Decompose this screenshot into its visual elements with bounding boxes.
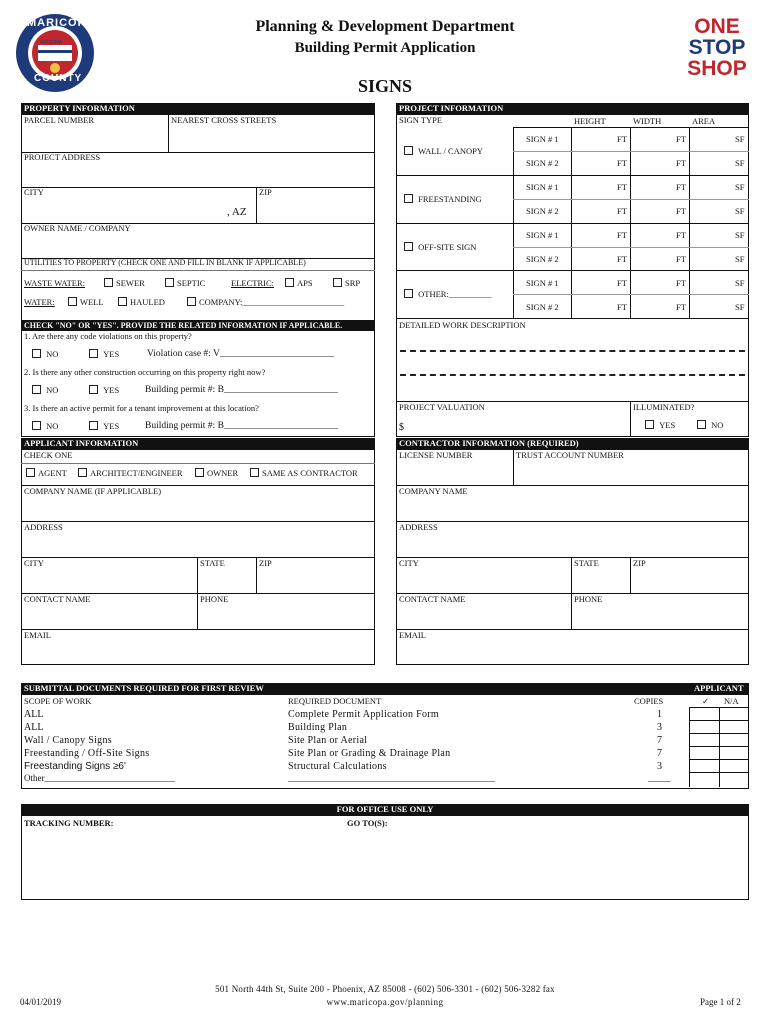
architect-text: ARCHITECT/ENGINEER bbox=[90, 468, 183, 478]
form-type-title: SIGNS bbox=[357, 76, 413, 96]
footer-web[interactable]: www.maricopa.gov/planning bbox=[326, 997, 444, 1007]
agent-checkbox[interactable] bbox=[26, 468, 35, 477]
submittal-doc-1: Complete Permit Application Form bbox=[288, 709, 439, 720]
copies-header: COPIES bbox=[634, 696, 664, 706]
check-one-label: CHECK ONE bbox=[24, 450, 73, 460]
submittal-copies-5: 3 bbox=[657, 761, 662, 772]
form-subtitle: Building Permit Application bbox=[294, 40, 476, 56]
sf-unit[interactable]: SF bbox=[735, 158, 745, 168]
applicant-city-input[interactable] bbox=[22, 570, 196, 592]
submittal-doc-3: Site Plan or Aerial bbox=[288, 735, 368, 746]
srp-checkbox[interactable] bbox=[333, 278, 342, 287]
az-label: , AZ bbox=[227, 206, 247, 218]
illuminated-no-checkbox[interactable] bbox=[697, 420, 706, 429]
ft-unit[interactable]: FT bbox=[617, 158, 627, 168]
q2-yes-option[interactable] bbox=[89, 385, 119, 395]
area-header: AREA bbox=[692, 116, 716, 126]
sign-2-label: SIGN # 2 bbox=[526, 302, 559, 312]
hauled-checkbox[interactable] bbox=[118, 297, 127, 306]
parcel-number-input[interactable] bbox=[22, 126, 168, 152]
contractor-zip-label: ZIP bbox=[633, 558, 646, 568]
q1-yes-text: YES bbox=[103, 349, 120, 359]
submittal-scope-3: Wall / Canopy Signs bbox=[24, 735, 112, 746]
owner-text: OWNER bbox=[207, 468, 239, 478]
footer-page: Page 1 of 2 bbox=[700, 997, 741, 1007]
company-text: COMPANY:________________________ bbox=[199, 297, 345, 307]
ft-unit[interactable]: FT bbox=[676, 182, 686, 192]
owner-input[interactable] bbox=[22, 235, 374, 258]
city-label: CITY bbox=[24, 187, 44, 197]
q3-no-text: NO bbox=[46, 421, 59, 431]
sf-unit[interactable]: SF bbox=[735, 206, 745, 216]
sign-2-label: SIGN # 2 bbox=[526, 158, 559, 168]
srp-option[interactable] bbox=[333, 278, 360, 288]
contractor-company-input[interactable] bbox=[397, 498, 748, 520]
check-header: ✓ bbox=[702, 696, 710, 706]
applicant-state-input[interactable] bbox=[198, 570, 255, 592]
q2-yes-checkbox[interactable] bbox=[89, 385, 98, 394]
owner-label: OWNER NAME / COMPANY bbox=[24, 223, 131, 233]
cross-streets-input[interactable] bbox=[169, 126, 374, 152]
contractor-zip-input[interactable] bbox=[631, 570, 748, 592]
septic-checkbox[interactable] bbox=[165, 278, 174, 287]
ft-unit[interactable]: FT bbox=[617, 182, 627, 192]
trust-account-input[interactable] bbox=[514, 462, 748, 484]
submittal-copies-6[interactable]: _____ bbox=[648, 773, 671, 783]
srp-text: SRP bbox=[345, 278, 361, 288]
logo-text-top: MARICOPA bbox=[27, 17, 95, 29]
sf-unit[interactable]: SF bbox=[735, 230, 745, 240]
applicant-company-input[interactable] bbox=[22, 498, 374, 520]
footer-date: 04/01/2019 bbox=[20, 997, 62, 1007]
submittal-doc-2: Building Plan bbox=[288, 722, 348, 733]
contractor-phone-label: PHONE bbox=[574, 594, 603, 604]
aps-option[interactable] bbox=[285, 278, 313, 288]
ft-unit[interactable]: FT bbox=[617, 134, 627, 144]
q3-no-checkbox[interactable] bbox=[32, 421, 41, 430]
owner-option[interactable] bbox=[195, 468, 238, 478]
architect-option[interactable] bbox=[78, 468, 183, 478]
freestanding-checkbox[interactable] bbox=[404, 194, 413, 203]
q3-yes-text: YES bbox=[103, 421, 120, 431]
illuminated-no-option[interactable] bbox=[697, 420, 723, 430]
property-city-input[interactable] bbox=[22, 199, 222, 222]
valuation-dollar[interactable]: $ bbox=[399, 422, 404, 433]
one-stop-word-3: SHOP bbox=[687, 57, 747, 80]
contractor-address-label: ADDRESS bbox=[399, 522, 438, 532]
logo-text-bottom: COUNTY bbox=[34, 73, 83, 84]
property-bar: PROPERTY INFORMATION bbox=[21, 103, 375, 115]
contractor-address-input[interactable] bbox=[397, 534, 748, 556]
sign-1-label: SIGN # 1 bbox=[526, 278, 559, 288]
submittal-bar: SUBMITTAL DOCUMENTS REQUIRED FOR FIRST REVIEW bbox=[21, 683, 749, 695]
q1-yes-checkbox[interactable] bbox=[89, 349, 98, 358]
contractor-contact-input[interactable] bbox=[397, 606, 570, 628]
q2-no-text: NO bbox=[46, 385, 59, 395]
building-permit-field-1[interactable]: Building permit #: B________________________ bbox=[145, 385, 338, 395]
applicant-zip-label: ZIP bbox=[259, 558, 272, 568]
project-address-label: PROJECT ADDRESS bbox=[24, 152, 101, 162]
sign-1-label: SIGN # 1 bbox=[526, 134, 559, 144]
contractor-phone-input[interactable] bbox=[572, 606, 748, 628]
ft-unit[interactable]: FT bbox=[617, 206, 627, 216]
ft-unit[interactable]: FT bbox=[676, 278, 686, 288]
building-permit-field-2[interactable]: Building permit #: B________________________ bbox=[145, 421, 338, 431]
applicant-contact-label: CONTACT NAME bbox=[24, 594, 91, 604]
department-title: Planning & Development Department bbox=[255, 18, 515, 35]
applicant-email-input[interactable] bbox=[22, 642, 374, 664]
applicant-company-label: COMPANY NAME (IF APPLICABLE) bbox=[24, 486, 162, 496]
applicant-contact-input[interactable] bbox=[22, 606, 196, 628]
submittal-scope-4: Freestanding / Off-Site Signs bbox=[24, 748, 150, 759]
width-header: WIDTH bbox=[633, 116, 662, 126]
sf-unit[interactable]: SF bbox=[735, 254, 745, 264]
applicant-zip-input[interactable] bbox=[257, 570, 374, 592]
nearest-cross-label: NEAREST CROSS STREETS bbox=[171, 115, 277, 125]
owner-checkbox[interactable] bbox=[195, 468, 204, 477]
sewer-checkbox[interactable] bbox=[104, 278, 113, 287]
project-valuation-label: PROJECT VALUATION bbox=[399, 402, 485, 412]
same-as-contractor-checkbox[interactable] bbox=[250, 468, 259, 477]
license-input[interactable] bbox=[397, 462, 512, 484]
q3-no-option[interactable] bbox=[32, 421, 58, 431]
ft-unit[interactable]: FT bbox=[676, 254, 686, 264]
contractor-email-input[interactable] bbox=[397, 642, 748, 664]
submittal-copies-2: 3 bbox=[657, 722, 662, 733]
contractor-email-label: EMAIL bbox=[399, 630, 426, 640]
q2-no-option[interactable] bbox=[32, 385, 58, 395]
waste-water-label: WASTE WATER: bbox=[24, 278, 85, 288]
hauled-text: HAULED bbox=[130, 297, 165, 307]
applicant-state-label: STATE bbox=[200, 558, 225, 568]
tracking-number-label: TRACKING NUMBER: bbox=[24, 818, 114, 828]
q1-no-text: NO bbox=[46, 349, 59, 359]
q2-no-checkbox[interactable] bbox=[32, 385, 41, 394]
detailed-work-input[interactable] bbox=[400, 334, 745, 398]
q3-yes-option[interactable] bbox=[89, 421, 119, 431]
wall-canopy-checkbox[interactable] bbox=[404, 146, 413, 155]
septic-text: SEPTIC bbox=[177, 278, 206, 288]
applicant-phone-input[interactable] bbox=[198, 606, 374, 628]
submittal-copies-3: 7 bbox=[657, 735, 662, 746]
question-2: 2. Is there any other construction occurring on this property right now? bbox=[24, 367, 266, 377]
off-site-checkbox[interactable] bbox=[404, 242, 413, 251]
submittal-scope-1: ALL bbox=[24, 709, 44, 720]
ft-unit[interactable]: FT bbox=[676, 302, 686, 312]
ft-unit[interactable]: FT bbox=[676, 158, 686, 168]
wall-canopy-option[interactable] bbox=[404, 146, 483, 156]
company-checkbox[interactable] bbox=[187, 297, 196, 306]
check-bar: CHECK "NO" OR "YES". PROVIDE THE RELATED INFORMATION IF APPLICABLE. bbox=[21, 320, 375, 331]
q2-yes-text: YES bbox=[103, 385, 120, 395]
required-doc-header: REQUIRED DOCUMENT bbox=[288, 696, 382, 706]
hauled-option[interactable] bbox=[118, 297, 165, 307]
zip-label: ZIP bbox=[259, 187, 272, 197]
ft-unit[interactable]: FT bbox=[617, 278, 627, 288]
one-stop-word-2: STOP bbox=[688, 36, 746, 59]
other-sign-option[interactable] bbox=[404, 289, 491, 299]
sf-unit[interactable]: SF bbox=[735, 182, 745, 192]
contractor-contact-label: CONTACT NAME bbox=[399, 594, 466, 604]
ft-unit[interactable]: FT bbox=[617, 254, 627, 264]
applicant-col-header: APPLICANT bbox=[694, 683, 744, 693]
detailed-work-label: DETAILED WORK DESCRIPTION bbox=[399, 320, 526, 330]
q1-no-option[interactable] bbox=[32, 349, 58, 359]
contractor-state-label: STATE bbox=[574, 558, 599, 568]
applicant-email-label: EMAIL bbox=[24, 630, 51, 640]
ft-unit[interactable]: FT bbox=[617, 302, 627, 312]
illuminated-yes-option[interactable] bbox=[645, 420, 675, 430]
illuminated-yes-text: YES bbox=[659, 420, 676, 430]
illuminated-yes-checkbox[interactable] bbox=[645, 420, 654, 429]
company-option[interactable] bbox=[187, 297, 344, 307]
applicant-address-input[interactable] bbox=[22, 534, 374, 556]
submittal-scope-6[interactable]: Other_____________________________ bbox=[24, 773, 175, 783]
ft-unit[interactable]: FT bbox=[676, 134, 686, 144]
sewer-text: SEWER bbox=[116, 278, 145, 288]
off-site-option[interactable] bbox=[404, 242, 476, 252]
sign-type-label: SIGN TYPE bbox=[399, 115, 443, 125]
agent-option[interactable] bbox=[26, 468, 67, 478]
submittal-doc-4: Site Plan or Grading & Drainage Plan bbox=[288, 748, 451, 759]
sign-1-label: SIGN # 1 bbox=[526, 230, 559, 240]
well-option[interactable] bbox=[68, 297, 104, 307]
project-bar: PROJECT INFORMATION bbox=[396, 103, 749, 115]
wall-canopy-text: WALL / CANOPY bbox=[418, 146, 483, 156]
question-1: 1. Are there any code violations on this property? bbox=[24, 331, 192, 341]
q3-yes-checkbox[interactable] bbox=[89, 421, 98, 430]
footer-address: 501 North 44th St, Suite 200 - Phoenix, AZ 85008 - (602) 506-3301 - (602) 506-3282 fax bbox=[215, 984, 555, 994]
goto-label: GO TO(S): bbox=[347, 818, 388, 828]
question-3: 3. Is there an active permit for a tenant improvement at this location? bbox=[24, 403, 259, 413]
applicant-city-label: CITY bbox=[24, 558, 44, 568]
sf-unit[interactable]: SF bbox=[735, 278, 745, 288]
contractor-state-input[interactable] bbox=[572, 570, 629, 592]
logo-text-mid: ARIZONA bbox=[40, 40, 63, 46]
parcel-number-label: PARCEL NUMBER bbox=[24, 115, 94, 125]
contractor-city-label: CITY bbox=[399, 558, 419, 568]
office-bar: FOR OFFICE USE ONLY bbox=[21, 804, 749, 816]
freestanding-text: FREESTANDING bbox=[418, 194, 482, 204]
agent-text: AGENT bbox=[38, 468, 67, 478]
ft-unit[interactable]: FT bbox=[676, 206, 686, 216]
submittal-copies-1: 1 bbox=[657, 709, 662, 720]
submittal-scope-5: Freestanding Signs ≥6' bbox=[24, 761, 126, 772]
aps-text: APS bbox=[297, 278, 313, 288]
electric-label: ELECTRIC: bbox=[231, 278, 274, 288]
trust-account-label: TRUST ACCOUNT NUMBER bbox=[516, 450, 624, 460]
applicant-phone-label: PHONE bbox=[200, 594, 229, 604]
submittal-doc-5: Structural Calculations bbox=[288, 761, 387, 772]
same-as-contractor-option[interactable] bbox=[250, 468, 358, 478]
contractor-bar: CONTRACTOR INFORMATION (REQUIRED) bbox=[396, 438, 749, 450]
same-as-contractor-text: SAME AS CONTRACTOR bbox=[262, 468, 358, 478]
sf-unit[interactable]: SF bbox=[735, 134, 745, 144]
illuminated-label: ILLUMINATED? bbox=[633, 402, 695, 412]
well-checkbox[interactable] bbox=[68, 297, 77, 306]
contractor-city-input[interactable] bbox=[397, 570, 570, 592]
one-stop-word-1: ONE bbox=[694, 15, 740, 38]
aps-checkbox[interactable] bbox=[285, 278, 294, 287]
off-site-text: OFF-SITE SIGN bbox=[418, 242, 477, 252]
violation-case-field[interactable]: Violation case #: V________________________ bbox=[147, 349, 334, 359]
q1-no-checkbox[interactable] bbox=[32, 349, 41, 358]
contractor-company-label: COMPANY NAME bbox=[399, 486, 468, 496]
submittal-scope-2: ALL bbox=[24, 722, 44, 733]
project-address-input[interactable] bbox=[22, 164, 374, 187]
water-label: WATER: bbox=[24, 297, 55, 307]
applicant-address-label: ADDRESS bbox=[24, 522, 63, 532]
sign-2-label: SIGN # 2 bbox=[526, 254, 559, 264]
other-sign-checkbox[interactable] bbox=[404, 289, 413, 298]
na-header: N/A bbox=[724, 696, 739, 706]
height-header: HEIGHT bbox=[574, 116, 606, 126]
architect-checkbox[interactable] bbox=[78, 468, 87, 477]
other-sign-text: OTHER:__________ bbox=[418, 289, 492, 299]
submittal-copies-4: 7 bbox=[657, 748, 662, 759]
license-label: LICENSE NUMBER bbox=[399, 450, 473, 460]
utilities-label: UTILITIES TO PROPERTY (CHECK ONE AND FILL IN BLANK IF APPLICABLE) bbox=[24, 258, 306, 267]
q1-yes-option[interactable] bbox=[89, 349, 119, 359]
applicant-bar: APPLICANT INFORMATION bbox=[21, 438, 375, 450]
ft-unit[interactable]: FT bbox=[617, 230, 627, 240]
sf-unit[interactable]: SF bbox=[735, 302, 745, 312]
submittal-doc-6[interactable]: ______________________________________________ bbox=[288, 773, 495, 783]
scope-header: SCOPE OF WORK bbox=[24, 696, 92, 706]
illuminated-no-text: NO bbox=[711, 420, 724, 430]
well-text: WELL bbox=[80, 297, 104, 307]
septic-option[interactable] bbox=[165, 278, 205, 288]
sign-2-label: SIGN # 2 bbox=[526, 206, 559, 216]
one-stop-shop-logo bbox=[676, 16, 758, 79]
sign-1-label: SIGN # 1 bbox=[526, 182, 559, 192]
property-zip-input[interactable] bbox=[258, 199, 374, 222]
freestanding-option[interactable] bbox=[404, 194, 482, 204]
ft-unit[interactable]: FT bbox=[676, 230, 686, 240]
sewer-option[interactable] bbox=[104, 278, 145, 288]
